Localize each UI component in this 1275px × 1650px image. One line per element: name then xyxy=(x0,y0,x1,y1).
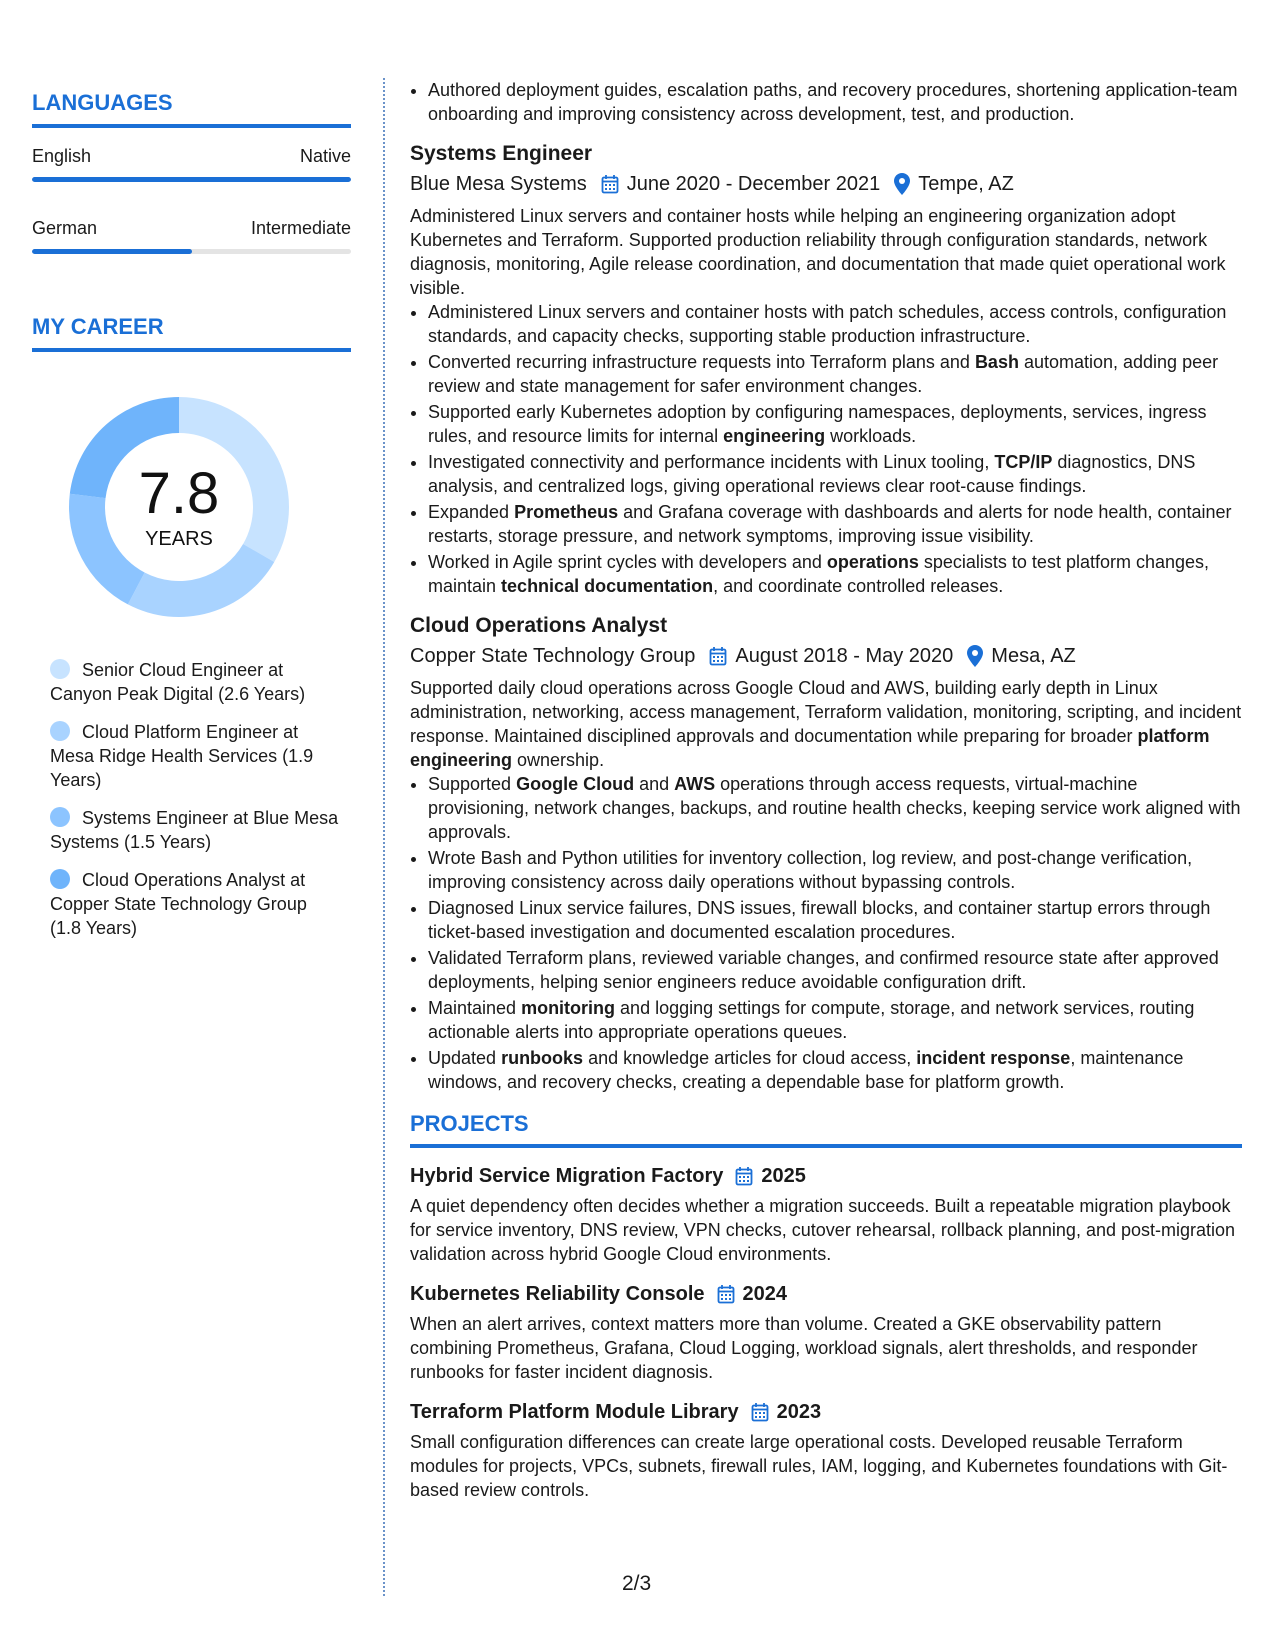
location-pin-icon xyxy=(967,645,983,667)
project-header xyxy=(410,1398,1242,1426)
project-name: Hybrid Service Migration Factory xyxy=(410,1165,724,1187)
project-entry xyxy=(410,1398,1242,1502)
job-meta xyxy=(410,642,1242,670)
bullet-item xyxy=(428,350,1242,398)
calendar-icon xyxy=(709,646,727,666)
job-description xyxy=(410,204,1242,300)
donut-center xyxy=(64,392,294,622)
career-total-unit: YEARS xyxy=(145,527,213,550)
bold-keyword: Bash xyxy=(974,352,1019,372)
bullet-item xyxy=(428,400,1242,448)
legend-item xyxy=(50,658,340,706)
calendar-icon xyxy=(601,174,619,194)
job-dates: June 2020 - December 2021 xyxy=(626,173,881,195)
calendar-icon xyxy=(751,1402,769,1422)
language-bar-fill xyxy=(32,177,351,182)
legend-item xyxy=(50,806,340,854)
language-bar-fill xyxy=(32,249,192,254)
bullet-item xyxy=(428,500,1242,548)
text-run: Investigated connectivity and performance incidents with Linux tooling, xyxy=(428,452,995,472)
bullet-item xyxy=(428,1046,1242,1094)
text-run: Administered Linux servers and container hosts while helping an engineering organization adopt Kubernetes and Terraform. Supported production reliability through configuration standards, network diagnosis, monitoring, Agile release coordination, and documentation that made quiet operational work visible. xyxy=(410,206,1226,298)
career-donut-chart xyxy=(64,392,294,622)
job-bullets xyxy=(410,300,1242,598)
bold-keyword: Prometheus xyxy=(514,502,619,522)
language-item xyxy=(32,146,351,182)
language-level: Intermediate xyxy=(250,218,351,238)
bold-keyword: operations xyxy=(826,552,919,572)
languages-title: LANGUAGES xyxy=(32,90,351,128)
bold-keyword: Google Cloud xyxy=(516,774,635,794)
calendar-icon xyxy=(717,1284,735,1304)
project-name: Terraform Platform Module Library xyxy=(410,1401,739,1423)
legend-label: Systems Engineer at Blue Mesa Systems (1.5 Years) xyxy=(50,808,339,852)
calendar-icon xyxy=(735,1166,753,1186)
bold-keyword: incident response xyxy=(916,1048,1071,1068)
project-description: Small configuration differences can create large operational costs. Developed reusable Terraform modules for projects, VPCs, subnets, firewall rules, IAM, logging, and Kubernetes foundations with Git-based review controls. xyxy=(410,1432,1228,1500)
project-year: 2023 xyxy=(776,1401,822,1423)
language-bar xyxy=(32,249,351,254)
language-name: German xyxy=(32,218,98,238)
bullet-item: • Authored deployment guides, escalation paths, and recovery procedures, shortening application-team onboarding and improving consistency across development, test, and production. xyxy=(428,78,1242,126)
legend-swatch xyxy=(50,869,70,889)
projects-list xyxy=(410,1162,1242,1502)
text-run: diagnostics, DNS analysis, and centralized logs, giving operational reviews clear root-cause findings. xyxy=(428,452,1196,496)
bullet-item xyxy=(428,550,1242,598)
project-header xyxy=(410,1162,1242,1190)
text-run: specialists to test platform changes, maintain xyxy=(428,552,1210,596)
text-run: operations through access requests, virtual-machine provisioning, network changes, backups, and routine health checks, keeping service work aligned with approvals. xyxy=(428,774,1241,842)
text-run: Updated xyxy=(428,1048,502,1068)
language-level: Native xyxy=(299,146,351,166)
text-run: Supported xyxy=(428,774,517,794)
text-run: , maintenance windows, and recovery checks, creating a dependable base for platform growth. xyxy=(428,1048,1184,1092)
projects-title: PROJECTS xyxy=(410,1112,1242,1148)
legend-label: Senior Cloud Engineer at Canyon Peak Digital (2.6 Years) xyxy=(50,660,306,704)
job-entry xyxy=(410,612,1242,1094)
project-year: 2025 xyxy=(761,1165,806,1187)
job-entry xyxy=(410,140,1242,598)
project-entry xyxy=(410,1162,1242,1266)
text-run: and knowledge articles for cloud access, xyxy=(583,1048,917,1068)
text-run: Expanded xyxy=(428,502,515,522)
language-item xyxy=(32,218,351,254)
bold-keyword: runbooks xyxy=(501,1048,584,1068)
location-pin-icon xyxy=(894,173,910,195)
project-name: Kubernetes Reliability Console xyxy=(410,1283,705,1305)
previous-job-bullets xyxy=(410,78,1242,126)
experience-list xyxy=(410,140,1242,1094)
main-content xyxy=(410,78,1242,1502)
bold-keyword: AWS xyxy=(674,774,716,794)
career-total-years: 7.8 xyxy=(138,460,220,526)
text-run: Maintained xyxy=(428,998,522,1018)
text-run: Supported early Kubernetes adoption by configuring namespaces, deployments, services, ingress rules, and resource limits for internal xyxy=(428,402,1207,446)
text-run: automation, adding peer review and state management for safer environment changes. xyxy=(428,352,1219,396)
project-header xyxy=(410,1280,1242,1308)
text-run: workloads. xyxy=(825,426,917,446)
bold-keyword: monitoring xyxy=(521,998,616,1018)
text-run: and Grafana coverage with dashboards and alerts for node health, container restarts, storage pressure, and network symptoms, improving issue visibility. xyxy=(428,502,1232,546)
text-run: Worked in Agile sprint cycles with developers and xyxy=(428,552,827,572)
project-year: 2024 xyxy=(742,1283,788,1305)
bullet-item xyxy=(428,300,1242,348)
legend-swatch xyxy=(50,721,70,741)
legend-label: Cloud Platform Engineer at Mesa Ridge Health Services (1.9 Years) xyxy=(50,722,314,790)
job-location: Tempe, AZ xyxy=(918,173,1014,195)
language-name: English xyxy=(32,146,92,166)
company-name: Copper State Technology Group xyxy=(410,645,696,667)
company-name: Blue Mesa Systems xyxy=(410,173,587,195)
legend-swatch xyxy=(50,807,70,827)
languages-list xyxy=(32,146,351,254)
bullet-item xyxy=(428,946,1242,994)
text-run: ownership. xyxy=(512,750,605,770)
legend-item xyxy=(50,868,340,940)
bold-keyword: engineering xyxy=(723,426,826,446)
career-legend xyxy=(50,658,340,940)
text-run: Wrote Bash and Python utilities for inventory collection, log review, and post-change verification, improving consistency across daily operations without bypassing controls. xyxy=(428,848,1193,892)
sidebar xyxy=(32,90,351,954)
project-entry xyxy=(410,1280,1242,1384)
text-run: , and coordinate controlled releases. xyxy=(713,576,1004,596)
bold-keyword: platform engineering xyxy=(410,726,1210,770)
job-title: Systems Engineer xyxy=(410,142,593,165)
bullet-item xyxy=(428,450,1242,498)
bold-keyword: technical documentation xyxy=(501,576,714,596)
job-description xyxy=(410,676,1242,772)
job-location: Mesa, AZ xyxy=(991,645,1076,667)
bullet-item xyxy=(428,896,1242,944)
bullet-item xyxy=(428,996,1242,1044)
bullet-item xyxy=(428,772,1242,844)
page-number: 2/3 xyxy=(622,1572,652,1595)
job-dates: August 2018 - May 2020 xyxy=(735,645,954,667)
legend-swatch xyxy=(50,659,70,679)
text-run: Converted recurring infrastructure requests into Terraform plans and xyxy=(428,352,975,372)
text-run: Administered Linux servers and container hosts with patch schedules, access controls, configuration standards, and capacity checks, supporting stable production infrastructure. xyxy=(428,302,1227,346)
legend-label: Cloud Operations Analyst at Copper State Technology Group (1.8 Years) xyxy=(50,870,307,938)
job-meta xyxy=(410,170,1242,198)
job-title: Cloud Operations Analyst xyxy=(410,614,668,637)
project-description: A quiet dependency often decides whether a migration succeeds. Built a repeatable migration playbook for service inventory, DNS review, VPN checks, cutover rehearsal, rollback planning, and post-migration validation across hybrid Google Cloud environments. xyxy=(410,1196,1236,1264)
job-bullets xyxy=(410,772,1242,1094)
career-title: MY CAREER xyxy=(32,314,351,352)
language-bar xyxy=(32,177,351,182)
text-run: Validated Terraform plans, reviewed variable changes, and confirmed resource state after approved deployments, helping senior engineers reduce avoidable configuration drift. xyxy=(428,948,1219,992)
text-run: Supported daily cloud operations across Google Cloud and AWS, building early depth in Linux administration, networking, access management, Terraform validation, monitoring, scripting, and incident response. Maintained disciplined approvals and documentation while preparing for broader xyxy=(410,678,1242,746)
bullet-item xyxy=(428,846,1242,894)
project-description: When an alert arrives, context matters more than volume. Created a GKE observability pattern combining Prometheus, Grafana, Cloud Logging, workload signals, alert thresholds, and responder runbooks for faster incident diagnosis. xyxy=(410,1314,1198,1382)
text-run: and xyxy=(634,774,675,794)
column-divider xyxy=(383,78,385,1596)
text-run: Diagnosed Linux service failures, DNS issues, firewall blocks, and container startup errors through ticket-based investigation and documented escalation procedures. xyxy=(428,898,1211,942)
text-run: and logging settings for compute, storage, and network services, routing actionable alerts into appropriate operations queues. xyxy=(428,998,1195,1042)
legend-item xyxy=(50,720,340,792)
bold-keyword: TCP/IP xyxy=(994,452,1053,472)
